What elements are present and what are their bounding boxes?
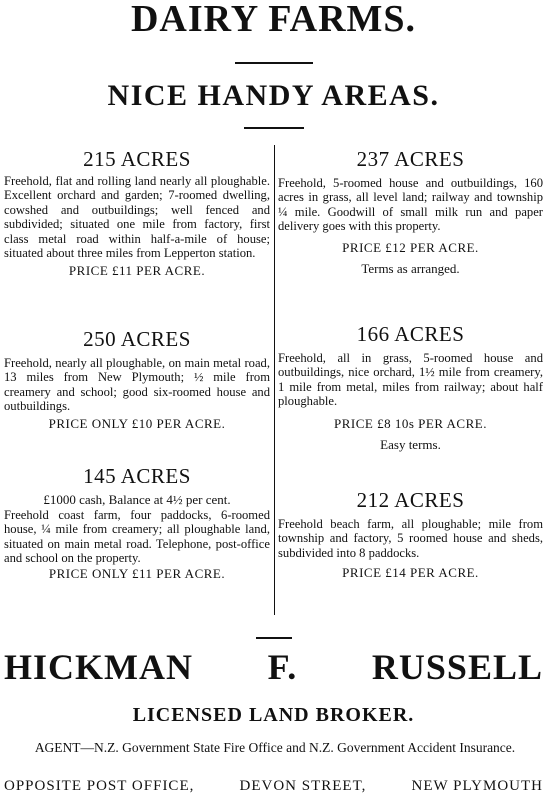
listing-166-acres: [278, 322, 543, 453]
agent-title: LICENSED LAND BROKER.: [132, 704, 415, 726]
listing-145-acres: [4, 464, 270, 582]
listing-215-acres: [4, 147, 270, 279]
footer-divider: [256, 637, 292, 639]
agent-address: [0, 778, 547, 795]
agent-name-initial: F.: [267, 647, 298, 687]
address-part: OPPOSITE POST OFFICE,: [4, 778, 195, 794]
listing-price: PRICE £14 PER ACRE.: [342, 565, 479, 581]
listing-price: PRICE ONLY £10 PER ACRE.: [48, 415, 226, 431]
listing-212-acres: [278, 488, 543, 581]
listing-terms: Easy terms.: [380, 436, 441, 452]
listing-heading: 212 ACRES: [356, 488, 465, 512]
listing-heading: 237 ACRES: [356, 147, 465, 171]
listing-heading: 166 ACRES: [356, 322, 465, 346]
agent-affiliations: AGENT—N.Z. Government State Fire Office and N.Z. Government Accident Insurance.: [34, 740, 516, 755]
listing-description: Freehold, flat and rolling land nearly all ploughable. Excellent orchard and garden; 7-roomed dwelling, cowshed and outbuildings; well fenced and subdivided; situated one mile from factory, first class metal road within half-a-mile of house; situated about three miles from Lepperton station.: [4, 174, 270, 261]
agent-name-last: RUSSELL: [371, 647, 543, 687]
title-divider: [235, 62, 313, 64]
page-title: DAIRY FARMS.: [130, 0, 417, 40]
listing-description: Freehold, nearly all ploughable, on main metal road, 13 miles from New Plymouth; ½ mile from creamery and school; good six-roomed house and outbuildings.: [4, 356, 270, 414]
listing-description: Freehold coast farm, four paddocks, 6-roomed house, ¼ mile from creamery; all ploughable land, situated on main metal road. Telephone, post-office and school on the property.: [4, 508, 270, 566]
listing-price: PRICE £8 10s PER ACRE.: [334, 415, 487, 431]
listing-description: Freehold, 5-roomed house and outbuildings, 160 acres in grass, all level land; railway and township ¼ mile. Goodwill of small milk run and paper delivery goes with this property.: [278, 176, 543, 234]
address-part: DEVON STREET,: [239, 778, 367, 794]
agent-name: [0, 648, 547, 686]
listing-price: PRICE ONLY £11 PER ACRE.: [48, 565, 226, 581]
address-part: NEW PLYMOUTH: [411, 778, 543, 794]
page-subtitle: NICE HANDY AREAS.: [107, 79, 440, 112]
listing-237-acres: [278, 147, 543, 277]
column-divider: [274, 145, 275, 615]
listing-price: PRICE £12 PER ACRE.: [342, 239, 479, 255]
listing-heading: 250 ACRES: [83, 327, 191, 351]
listing-description: Freehold beach farm, all ploughable; mile from township and factory, 5 roomed house and sheds, subdivided into 8 paddocks.: [278, 517, 543, 560]
listing-description: Freehold, all in grass, 5-roomed house and outbuildings, nice orchard, 1½ mile from creamery, 1 mile from metal, miles from railway; about half ploughable.: [278, 351, 543, 409]
agent-name-first: HICKMAN: [4, 647, 193, 687]
listing-cash-terms: £1000 cash, Balance at 4½ per cent.: [43, 492, 231, 507]
listing-250-acres: [4, 327, 270, 432]
listing-price: PRICE £11 PER ACRE.: [68, 263, 206, 279]
listing-terms: Terms as arranged.: [361, 260, 460, 276]
listing-heading: 215 ACRES: [83, 147, 191, 171]
subtitle-divider: [244, 127, 304, 129]
listing-heading: 145 ACRES: [83, 464, 191, 488]
